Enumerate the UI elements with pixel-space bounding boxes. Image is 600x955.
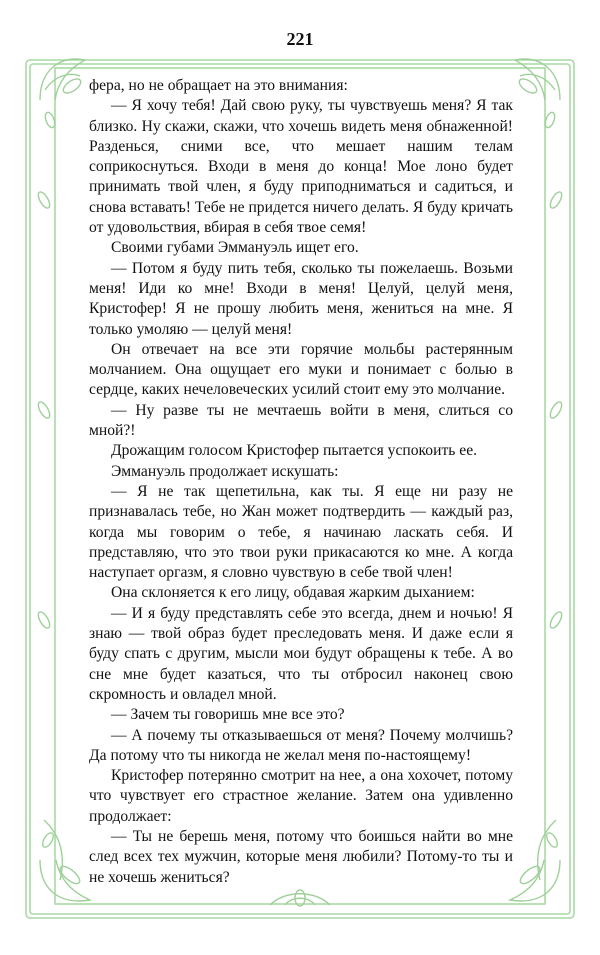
paragraph: Дрожащим голосом Кристофер пытается успокоить ее. [111,442,478,460]
paragraph: Он отвечает на все эти горячие мольбы растерянным молчанием. Она ощущает его муки и понимает с болью в сердце, каких нечеловеческих усилий стоит ему это молчание. [89,340,513,399]
paragraph: — Я хочу тебя! Дай свою руку, ты чувствуешь меня? Я так близко. Ну скажи, скажи, что хочешь видеть меня обнаженной! Разденься, сними все, что мешает нашим телам соприкоснуться. Входи в меня до конца! Мое лоно будет принимать твой член, я буду приподниматься и садиться, и снова вставать! Тебе не придется ничего делать. Я буду кричать от удовольствия, вбирая в себя твое семя! [89,97,513,237]
paragraph: — И я буду представлять себе это всегда, днем и ночью! Я знаю — твой образ будет преследовать меня. И даже если я буду спать с другим, мысли мои будут обращены к тебе. А во сне мне будет казаться, что ты отбросил наконец свою скромность и овладел мной. [89,604,513,703]
paragraph: — Зачем ты говоришь мне все это? [111,706,345,724]
text-body [89,76,513,888]
paragraph: — А почему ты отказываешься от меня? Почему молчишь? Да потому что ты никогда не желал меня по-настоящему! [89,726,513,764]
paragraph: Эммануэль продолжает искушать: [111,462,339,480]
paragraph: Кристофер потерянно смотрит на нее, а она хохочет, потому что чувствует его страстное желание. Затем она удивленно продолжает: [89,767,513,825]
paragraph: Она склоняется к его лицу, обдавая жарким дыханием: [111,584,475,602]
page-number: 221 [286,29,314,49]
paragraph: — Я не так щепетильна, как ты. Я еще ни разу не признавалась тебе, но Жан может подтвердить — каждый раз, когда мы говорим о тебе, я начинаю ласкать себя. И представляю, что это твои руки прикасаются ко мне. А когда наступает оргазм, я словно чувствую в себе твой член! [89,482,513,582]
paragraph: фера, но не обращает на это внимания: [89,77,348,94]
paragraph: — Потом я буду пить тебя, сколько ты пожелаешь. Возьми меня! Иди ко мне! Входи в меня! Целуй, целуй меня, Кристофер! Я не прошу любить меня, жениться на мне. Я только умоляю — целуй меня! [89,259,513,338]
paragraph: — Ты не берешь меня, потому что боишься найти во мне след всех тех мужчин, которые меня любили? Потому-то ты и не хочешь жениться? [89,827,513,886]
paragraph: Своими губами Эммануэль ищет его. [111,239,359,257]
paragraph: — Ну разве ты не мечтаешь войти в меня, слиться со мной?! [89,401,513,440]
